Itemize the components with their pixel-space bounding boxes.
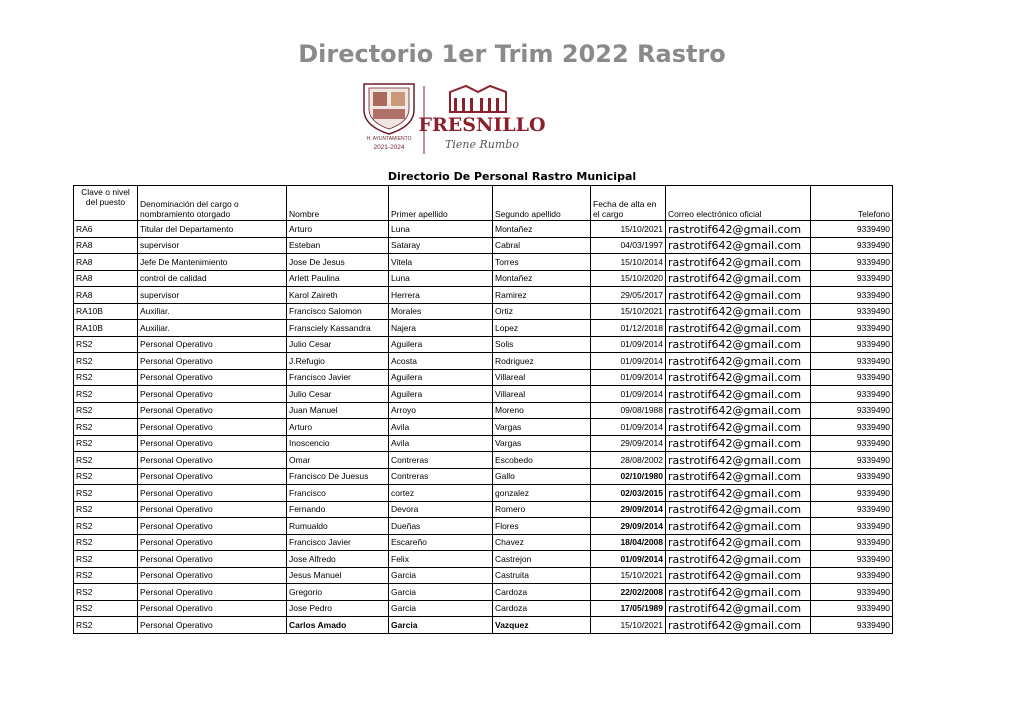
cell-telefono: 9339490 (811, 600, 893, 617)
cell-correo: rastrotif642@gmail.com (666, 468, 811, 485)
cell-segundo-apellido: Cabral (493, 237, 591, 254)
cell-segundo-apellido: Cardoza (493, 584, 591, 601)
cell-correo: rastrotif642@gmail.com (666, 534, 811, 551)
cell-primer-apellido: Aguilera (389, 336, 493, 353)
cell-telefono: 9339490 (811, 254, 893, 271)
cell-nombre: Julio Cesar (287, 386, 389, 403)
cell-clave: RS2 (74, 369, 138, 386)
cell-segundo-apellido: Castruita (493, 567, 591, 584)
cell-primer-apellido: Aguilera (389, 369, 493, 386)
cell-telefono: 9339490 (811, 320, 893, 337)
cell-cargo: Auxiliar. (138, 320, 287, 337)
cell-cargo: Personal Operativo (138, 468, 287, 485)
cell-nombre: Fernando (287, 501, 389, 518)
cell-clave: RA10B (74, 320, 138, 337)
table-row (74, 270, 893, 287)
cell-cargo: Personal Operativo (138, 485, 287, 502)
cell-nombre: Karol Zaireth (287, 287, 389, 304)
cell-fecha-alta: 01/09/2014 (591, 369, 666, 386)
cell-cargo: Personal Operativo (138, 567, 287, 584)
cell-clave: RS2 (74, 468, 138, 485)
cell-primer-apellido: Vitela (389, 254, 493, 271)
cell-cargo: Personal Operativo (138, 551, 287, 568)
cell-nombre: Rumualdo (287, 518, 389, 535)
cell-segundo-apellido: Vazquez (493, 617, 591, 634)
cell-segundo-apellido: Flores (493, 518, 591, 535)
cell-cargo: Personal Operativo (138, 369, 287, 386)
cell-primer-apellido: Luna (389, 221, 493, 238)
cell-clave: RS2 (74, 518, 138, 535)
cell-segundo-apellido: Villareal (493, 386, 591, 403)
cell-primer-apellido: Contreras (389, 468, 493, 485)
svg-text:H. AYUNTAMIENTO: H. AYUNTAMIENTO (366, 136, 412, 142)
cell-correo: rastrotif642@gmail.com (666, 287, 811, 304)
cell-clave: RS2 (74, 600, 138, 617)
cell-correo: rastrotif642@gmail.com (666, 303, 811, 320)
cell-primer-apellido: Herrera (389, 287, 493, 304)
cell-fecha-alta: 29/05/2017 (591, 287, 666, 304)
cell-fecha-alta: 17/05/1989 (591, 600, 666, 617)
cell-correo: rastrotif642@gmail.com (666, 485, 811, 502)
cell-nombre: Fransciely Kassandra (287, 320, 389, 337)
cell-cargo: Personal Operativo (138, 353, 287, 370)
cell-telefono: 9339490 (811, 419, 893, 436)
cell-clave: RS2 (74, 402, 138, 419)
cell-clave: RS2 (74, 567, 138, 584)
cell-clave: RS2 (74, 485, 138, 502)
table-row (74, 237, 893, 254)
cell-primer-apellido: Escareño (389, 534, 493, 551)
header-telefono: Telefono (811, 186, 893, 221)
header-segundo-apellido: Segundo apellido (493, 186, 591, 221)
cell-fecha-alta: 09/08/1988 (591, 402, 666, 419)
cell-nombre: Inoscencio (287, 435, 389, 452)
cell-correo: rastrotif642@gmail.com (666, 501, 811, 518)
cell-clave: RS2 (74, 551, 138, 568)
cell-telefono: 9339490 (811, 221, 893, 238)
cell-cargo: Personal Operativo (138, 402, 287, 419)
cell-fecha-alta: 15/10/2014 (591, 254, 666, 271)
cell-fecha-alta: 15/10/2020 (591, 270, 666, 287)
cell-telefono: 9339490 (811, 452, 893, 469)
cell-clave: RA8 (74, 254, 138, 271)
cell-correo: rastrotif642@gmail.com (666, 320, 811, 337)
table-row (74, 567, 893, 584)
cell-segundo-apellido: Torres (493, 254, 591, 271)
header-primer-apellido: Primer apellido (389, 186, 493, 221)
cell-correo: rastrotif642@gmail.com (666, 369, 811, 386)
cell-telefono: 9339490 (811, 402, 893, 419)
table-row (74, 435, 893, 452)
cell-fecha-alta: 02/10/1980 (591, 468, 666, 485)
cell-primer-apellido: Garcia (389, 600, 493, 617)
cell-cargo: Personal Operativo (138, 501, 287, 518)
cell-clave: RS2 (74, 617, 138, 634)
cell-segundo-apellido: Moreno (493, 402, 591, 419)
cell-clave: RS2 (74, 386, 138, 403)
cell-primer-apellido: cortez (389, 485, 493, 502)
cell-clave: RA8 (74, 270, 138, 287)
cell-cargo: Auxiliar. (138, 303, 287, 320)
fresnillo-seal-and-brand-logo (358, 80, 564, 160)
cell-primer-apellido: Morales (389, 303, 493, 320)
fresnillo-logos (358, 80, 564, 160)
cell-correo: rastrotif642@gmail.com (666, 567, 811, 584)
cell-telefono: 9339490 (811, 567, 893, 584)
svg-text:Tiene Rumbo: Tiene Rumbo (445, 138, 519, 151)
cell-clave: RS2 (74, 353, 138, 370)
table-row (74, 551, 893, 568)
table-row (74, 452, 893, 469)
table-row (74, 617, 893, 634)
cell-telefono: 9339490 (811, 369, 893, 386)
cell-nombre: Juan Manuel (287, 402, 389, 419)
cell-primer-apellido: Najera (389, 320, 493, 337)
table-row (74, 303, 893, 320)
cell-primer-apellido: Garcia (389, 584, 493, 601)
cell-cargo: Personal Operativo (138, 386, 287, 403)
cell-telefono: 9339490 (811, 468, 893, 485)
table-row (74, 402, 893, 419)
cell-fecha-alta: 29/09/2014 (591, 435, 666, 452)
cell-nombre: J.Refugio (287, 353, 389, 370)
cell-primer-apellido: Arroyo (389, 402, 493, 419)
cell-cargo: control de calidad (138, 270, 287, 287)
header-clave: Clave o nivel del puesto (74, 186, 138, 221)
cell-telefono: 9339490 (811, 303, 893, 320)
cell-fecha-alta: 01/09/2014 (591, 386, 666, 403)
cell-primer-apellido: Aguilera (389, 386, 493, 403)
cell-cargo: Personal Operativo (138, 419, 287, 436)
cell-clave: RS2 (74, 419, 138, 436)
cell-correo: rastrotif642@gmail.com (666, 386, 811, 403)
cell-segundo-apellido: Chavez (493, 534, 591, 551)
cell-cargo: Personal Operativo (138, 336, 287, 353)
cell-correo: rastrotif642@gmail.com (666, 254, 811, 271)
cell-nombre: Jesus Manuel (287, 567, 389, 584)
cell-fecha-alta: 04/03/1997 (591, 237, 666, 254)
cell-nombre: Arturo (287, 221, 389, 238)
cell-segundo-apellido: Vargas (493, 419, 591, 436)
cell-cargo: Personal Operativo (138, 518, 287, 535)
cell-cargo: Personal Operativo (138, 617, 287, 634)
cell-fecha-alta: 01/09/2014 (591, 551, 666, 568)
cell-primer-apellido: Devora (389, 501, 493, 518)
cell-correo: rastrotif642@gmail.com (666, 551, 811, 568)
cell-correo: rastrotif642@gmail.com (666, 402, 811, 419)
cell-cargo: Personal Operativo (138, 600, 287, 617)
table-row (74, 419, 893, 436)
table-row (74, 336, 893, 353)
cell-nombre: Jose De Jesus (287, 254, 389, 271)
cell-fecha-alta: 15/10/2021 (591, 617, 666, 634)
table-row (74, 600, 893, 617)
cell-segundo-apellido: Gallo (493, 468, 591, 485)
table-row (74, 584, 893, 601)
cell-segundo-apellido: Ortiz (493, 303, 591, 320)
cell-clave: RS2 (74, 452, 138, 469)
table-row (74, 221, 893, 238)
cell-cargo: Personal Operativo (138, 435, 287, 452)
cell-nombre: Francisco (287, 485, 389, 502)
cell-clave: RS2 (74, 501, 138, 518)
cell-telefono: 9339490 (811, 617, 893, 634)
cell-cargo: Personal Operativo (138, 534, 287, 551)
cell-telefono: 9339490 (811, 336, 893, 353)
cell-telefono: 9339490 (811, 584, 893, 601)
cell-telefono: 9339490 (811, 518, 893, 535)
cell-fecha-alta: 02/03/2015 (591, 485, 666, 502)
cell-nombre: Arlett Paulina (287, 270, 389, 287)
table-row (74, 353, 893, 370)
table-row (74, 534, 893, 551)
cell-segundo-apellido: Romero (493, 501, 591, 518)
cell-correo: rastrotif642@gmail.com (666, 600, 811, 617)
cell-nombre: Jose Alfredo (287, 551, 389, 568)
cell-nombre: Gregorio (287, 584, 389, 601)
cell-nombre: Jose Pedro (287, 600, 389, 617)
table-row (74, 287, 893, 304)
cell-cargo: Jefe De Mantenimiento (138, 254, 287, 271)
cell-fecha-alta: 15/10/2021 (591, 567, 666, 584)
cell-primer-apellido: Garcia (389, 567, 493, 584)
cell-nombre: Arturo (287, 419, 389, 436)
cell-segundo-apellido: Rodriguez (493, 353, 591, 370)
cell-correo: rastrotif642@gmail.com (666, 584, 811, 601)
cell-telefono: 9339490 (811, 386, 893, 403)
cell-primer-apellido: Contreras (389, 452, 493, 469)
table-row (74, 518, 893, 535)
cell-segundo-apellido: Lopez (493, 320, 591, 337)
cell-clave: RA6 (74, 221, 138, 238)
cell-fecha-alta: 22/02/2008 (591, 584, 666, 601)
cell-segundo-apellido: Castrejon (493, 551, 591, 568)
header-fecha-alta: Fecha de alta en el cargo (591, 186, 666, 221)
cell-segundo-apellido: Escobedo (493, 452, 591, 469)
cell-primer-apellido: Dueñas (389, 518, 493, 535)
cell-fecha-alta: 29/09/2014 (591, 518, 666, 535)
cell-fecha-alta: 01/09/2014 (591, 336, 666, 353)
cell-nombre: Carlos Amado (287, 617, 389, 634)
cell-fecha-alta: 28/08/2002 (591, 452, 666, 469)
table-row (74, 320, 893, 337)
cell-fecha-alta: 01/09/2014 (591, 353, 666, 370)
cell-clave: RS2 (74, 435, 138, 452)
cell-segundo-apellido: Ramirez (493, 287, 591, 304)
cell-clave: RA8 (74, 237, 138, 254)
cell-correo: rastrotif642@gmail.com (666, 518, 811, 535)
table-title: Directorio De Personal Rastro Municipal (387, 170, 637, 183)
cell-primer-apellido: Felix (389, 551, 493, 568)
cell-fecha-alta: 18/04/2008 (591, 534, 666, 551)
table-row (74, 369, 893, 386)
cell-nombre: Francisco Javier (287, 369, 389, 386)
table-header-row (74, 186, 893, 221)
cell-clave: RS2 (74, 534, 138, 551)
cell-correo: rastrotif642@gmail.com (666, 237, 811, 254)
cell-cargo: Personal Operativo (138, 584, 287, 601)
cell-telefono: 9339490 (811, 534, 893, 551)
cell-segundo-apellido: gonzalez (493, 485, 591, 502)
cell-segundo-apellido: Cardoza (493, 600, 591, 617)
cell-cargo: supervisor (138, 287, 287, 304)
table-row (74, 501, 893, 518)
cell-telefono: 9339490 (811, 237, 893, 254)
svg-text:2021-2024: 2021-2024 (373, 144, 405, 151)
cell-telefono: 9339490 (811, 287, 893, 304)
cell-nombre: Julio Cesar (287, 336, 389, 353)
table-row (74, 254, 893, 271)
cell-clave: RS2 (74, 584, 138, 601)
document-title: Directorio 1er Trim 2022 Rastro (298, 40, 726, 68)
cell-cargo: Titular del Departamento (138, 221, 287, 238)
cell-telefono: 9339490 (811, 435, 893, 452)
cell-primer-apellido: Sataray (389, 237, 493, 254)
cell-primer-apellido: Acosta (389, 353, 493, 370)
cell-primer-apellido: Avila (389, 435, 493, 452)
cell-telefono: 9339490 (811, 485, 893, 502)
cell-nombre: Francisco Salomon (287, 303, 389, 320)
cell-nombre: Francisco Javier (287, 534, 389, 551)
cell-segundo-apellido: Villareal (493, 369, 591, 386)
cell-correo: rastrotif642@gmail.com (666, 617, 811, 634)
table-row (74, 485, 893, 502)
cell-fecha-alta: 15/10/2021 (591, 221, 666, 238)
table-row (74, 386, 893, 403)
cell-correo: rastrotif642@gmail.com (666, 336, 811, 353)
header-correo: Correo electrónico oficial (666, 186, 811, 221)
cell-fecha-alta: 01/12/2018 (591, 320, 666, 337)
cell-primer-apellido: Luna (389, 270, 493, 287)
cell-nombre: Esteban (287, 237, 389, 254)
cell-telefono: 9339490 (811, 353, 893, 370)
cell-nombre: Francisco De Juesus (287, 468, 389, 485)
personnel-table (73, 185, 893, 634)
cell-telefono: 9339490 (811, 551, 893, 568)
cell-segundo-apellido: Vargas (493, 435, 591, 452)
cell-segundo-apellido: Montañez (493, 270, 591, 287)
cell-correo: rastrotif642@gmail.com (666, 221, 811, 238)
cell-correo: rastrotif642@gmail.com (666, 270, 811, 287)
table-row (74, 468, 893, 485)
cell-telefono: 9339490 (811, 270, 893, 287)
cell-correo: rastrotif642@gmail.com (666, 435, 811, 452)
svg-text:FRESNILLO: FRESNILLO (418, 114, 546, 136)
cell-cargo: supervisor (138, 237, 287, 254)
header-nombre: Nombre (287, 186, 389, 221)
cell-clave: RS2 (74, 336, 138, 353)
cell-nombre: Omar (287, 452, 389, 469)
cell-segundo-apellido: Montañez (493, 221, 591, 238)
header-denominacion: Denominación del cargo o nombramiento otorgado (138, 186, 287, 221)
cell-fecha-alta: 15/10/2021 (591, 303, 666, 320)
cell-correo: rastrotif642@gmail.com (666, 419, 811, 436)
cell-cargo: Personal Operativo (138, 452, 287, 469)
cell-fecha-alta: 29/09/2014 (591, 501, 666, 518)
cell-correo: rastrotif642@gmail.com (666, 353, 811, 370)
cell-clave: RA8 (74, 287, 138, 304)
cell-segundo-apellido: Solis (493, 336, 591, 353)
cell-telefono: 9339490 (811, 501, 893, 518)
cell-correo: rastrotif642@gmail.com (666, 452, 811, 469)
cell-primer-apellido: Garcia (389, 617, 493, 634)
cell-primer-apellido: Avila (389, 419, 493, 436)
cell-fecha-alta: 01/09/2014 (591, 419, 666, 436)
cell-clave: RA10B (74, 303, 138, 320)
